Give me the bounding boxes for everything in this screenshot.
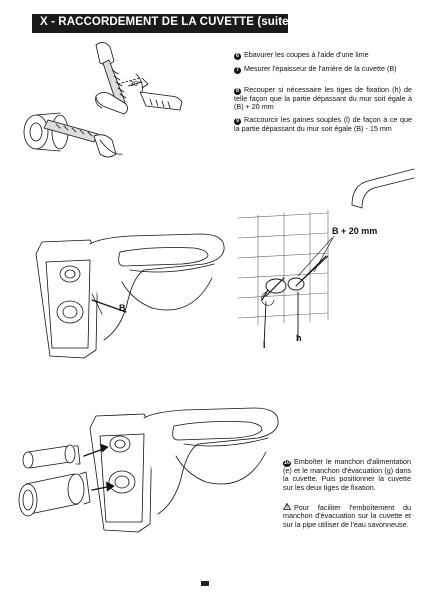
step-6 [234, 51, 412, 60]
soapy-water-note [283, 503, 411, 529]
step-number-badge: 6 [235, 53, 240, 59]
section-title: X - RACCORDEMENT DE LA CUVETTE (suite) [40, 16, 293, 28]
step-text: Mesurer l'épaisseur de l'arrière de la cuvette (B) [244, 64, 397, 73]
step-9 [234, 116, 412, 133]
step-10 [283, 458, 411, 492]
step-8 [234, 86, 412, 112]
rod-h-label: h [296, 333, 302, 343]
toilet-sleeves-figure [19, 408, 278, 532]
step-7 [234, 65, 412, 74]
step-number-badge: 10 [283, 460, 291, 466]
step-text: Ebavurer les coupes à l'aide d'une lime [244, 50, 369, 59]
page-number-mark [201, 581, 209, 586]
b-plus-20-label: B + 20 mm [332, 226, 378, 236]
pipe-end-figure [24, 113, 122, 157]
b-dimension-label: B [119, 303, 126, 313]
rim-profile-figure [352, 169, 414, 208]
angle-label: 30° [130, 81, 141, 88]
sleeve-l-label: l [263, 340, 266, 350]
file-deburring-figure [96, 42, 182, 114]
step-text: Raccourcir les gaines souples (l) de façon à ce que la partie dépassant du mur soit égale (B) - 15 mm [234, 115, 412, 133]
step-number-badge: 7 [235, 67, 240, 73]
step-number-badge: 9 [235, 118, 240, 124]
step-number-badge: 8 [235, 88, 240, 94]
note-text: Pour faciliter l'emboîtement du manchon d'évacuation sur la cuvette et sur la pipe utiliser de l'eau savonneuse. [283, 503, 411, 529]
toilet-side-figure [36, 234, 224, 358]
wall-rods-figure [238, 210, 334, 346]
step-text: Recouper si nécessaire les tiges de fixation (h) de telle façon que la partie dépassant du mur soit égale à (B) + 20 mm [234, 85, 412, 112]
step-text: Emboîter le manchon d'alimentation (e) et le manchon d'évacuation (g) dans la cuvette. Puis positionner la cuvette sur les deux tiges de fixation. [283, 457, 411, 492]
